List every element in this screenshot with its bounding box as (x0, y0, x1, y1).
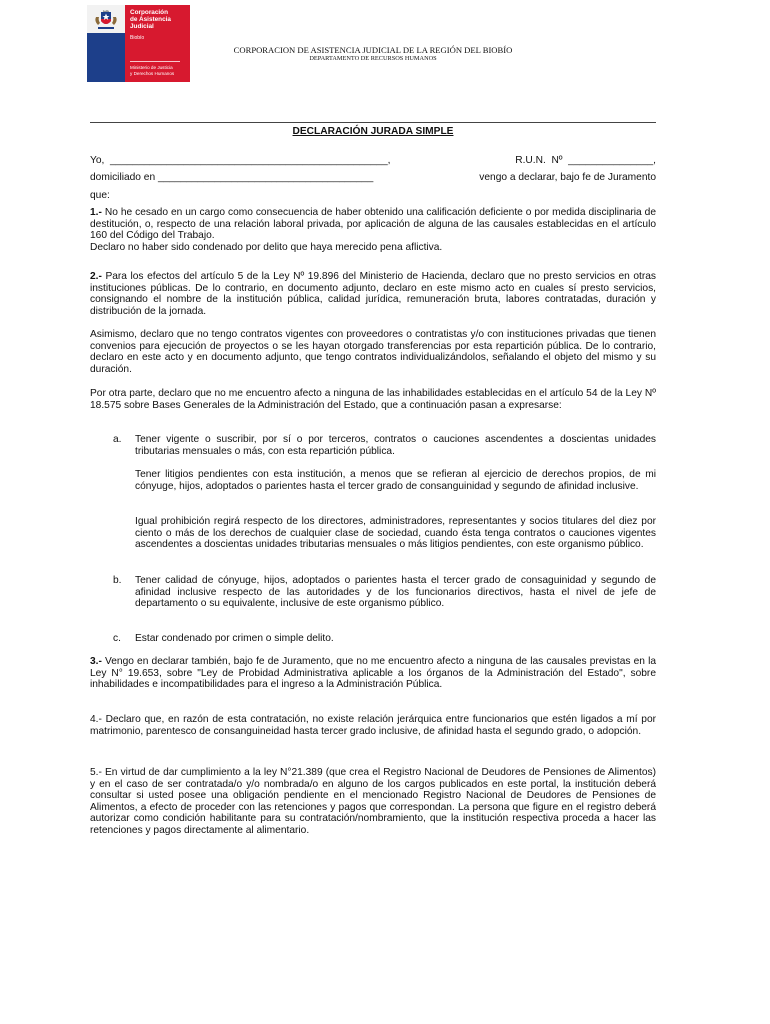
section-3-number: 3.- (90, 656, 102, 667)
section-3 (90, 656, 656, 691)
section-1-number: 1.- (90, 207, 102, 218)
que-text: que: (90, 190, 110, 201)
coat-of-arms-icon (92, 9, 120, 31)
header-department: DEPARTAMENTO DE RECURSOS HUMANOS (309, 55, 437, 62)
section-1 (90, 207, 656, 253)
que-line (90, 190, 656, 202)
item-b-label: b. (113, 575, 122, 586)
name-line (90, 155, 656, 167)
section-2-paragraph-2: Asimismo, declaro que no tengo contratos vigentes con proveedores o contratistas y/o con instituciones privadas que tienen convenios para ejecución de proyectos o se les hayan otorgado transferencias por esta repartición pública. De lo contrario, declaro en este acto y en documento adjunto, que tengo contratos individualizándolos, señalando el objeto del mismo y su duración. (90, 329, 656, 375)
institution-logo (87, 5, 190, 82)
section-2-number: 2.- (90, 271, 102, 282)
item-c-label: c. (113, 633, 121, 644)
oath-text: vengo a declarar, bajo fe de Juramento (479, 172, 656, 183)
section-1-text-2: Declaro no haber sido condenado por delito que haya merecido pena aflictiva. (90, 241, 443, 253)
domicile-field-label: domiciliado en ______________________________________ (90, 172, 374, 183)
logo-region: Biobío (130, 35, 145, 41)
domicile-line (90, 172, 656, 184)
item-c-text: Estar condenado por crimen o simple delito. (135, 633, 334, 644)
item-a-text-3: Igual prohibición regirá respecto de los directores, administradores, representantes y socios titulares del diez por ciento o más de los derechos de cualquier clase de sociedad, cuando ésta tenga contratos o cauciones vigentes ascendentes a doscientas unidades tributarias mensuales o más litigios pendientes, con este organismo público. (135, 516, 656, 551)
header-organization: CORPORACION DE ASISTENCIA JUDICIAL DE LA REGIÓN DEL BIOBÍO (233, 45, 513, 55)
logo-name: Corporación de Asistencia Judicial (130, 9, 171, 30)
section-2-text: Para los efectos del artículo 5 de la Ley Nº 19.896 del Ministerio de Hacienda, declaro que no presto servicios en otras instituciones públicas. De lo contrario, en documento adjunto, declaro en este mismo acto en cuales sí presto servicios, consignando el nombre de la institución pública, calidad jurídica, remuneración bruta, labores contratadas, duración y distribución de la jornada. (90, 271, 656, 317)
run-field-label: R.U.N. Nº _______________, (515, 155, 656, 166)
item-a-text-2: Tener litigios pendientes con esta institución, a menos que se refieran al ejercicio de derechos propios, de mi cónyuge, hijos, adoptados o parientes hasta el tercer grado de consanguinidad y segundo de afinidad inclusive. (135, 469, 656, 492)
item-b-text: Tener calidad de cónyuge, hijos, adoptados o parientes hasta el tercer grado de consaguinidad y segundo de afinidad inclusive respecto de las autoridades y de los funcionarios directivos, hasta el nivel de jefe de departamento o su equivalente, inclusive de este organismo público. (135, 575, 656, 610)
document-title: DECLARACIÓN JURADA SIMPLE (292, 126, 454, 137)
section-1-text: No he cesado en un cargo como consecuencia de haber obtenido una calificación deficiente o por medida disciplinaria de destitución, o, respecto de una relación laboral privada, por aplicación de alguna de las causales establecidas en el artículo 160 del Código del Trabajo. (90, 207, 656, 242)
name-field-label: Yo, _________________________________________________, (90, 155, 391, 166)
item-a-text-1: Tener vigente o suscribir, por sí o por terceros, contratos o cauciones ascendentes a doscientas unidades tributarias mensuales o más, con esta repartición pública. (135, 434, 656, 457)
header-divider (90, 122, 656, 123)
item-a-label: a. (113, 434, 122, 445)
section-2-paragraph-3: Por otra parte, declaro que no me encuentro afecto a ninguna de las inhabilidades establecidas en el artículo 54 de la Ley Nº 18.575 sobre Bases Generales de la Administración del Estado, que a continuación pasan a expresarse: (90, 388, 656, 411)
section-3-text: Vengo en declarar también, bajo fe de Juramento, que no me encuentro afecto a ninguna de las causales previstas en la Ley N° 19.653, sobre "Ley de Probidad Administrativa aplicable a los órganos de la Administración del Estado", sobre inhabilidades e incompatibilidades para el ingreso a la Administración Pública. (90, 656, 656, 691)
section-2 (90, 271, 656, 317)
section-5: 5.- En virtud de dar cumplimiento a la ley N°21.389 (que crea el Registro Nacional de Deudores de Pensiones de Alimentos) y en el caso de ser contratada/o y/o nombrada/o en alguno de los cargos publicados en este portal, la institución deberá consultar si usted posee una obligación pendiente en el mencionado Registro Nacional de Deudores de Pensiones de Alimentos, a efecto de proceder con las retenciones y pagos que correspondan. La persona que figure en el registro deberá autorizar como condición habilitante para su contratación/nombramiento, que la institución respectiva proceda a hacer las retenciones y pagos directamente al alimentario. (90, 767, 656, 836)
logo-ministry: Ministerio de Justicia y Derechos Humanos (130, 65, 175, 76)
section-4: 4.- Declaro que, en razón de esta contratación, no existe relación jerárquica entre funcionarios que estén ligados a mí por matrimonio, parentesco de consanguineidad hasta tercer grado inclusive, de afinidad hasta el segundo grado, o adopción. (90, 714, 656, 737)
